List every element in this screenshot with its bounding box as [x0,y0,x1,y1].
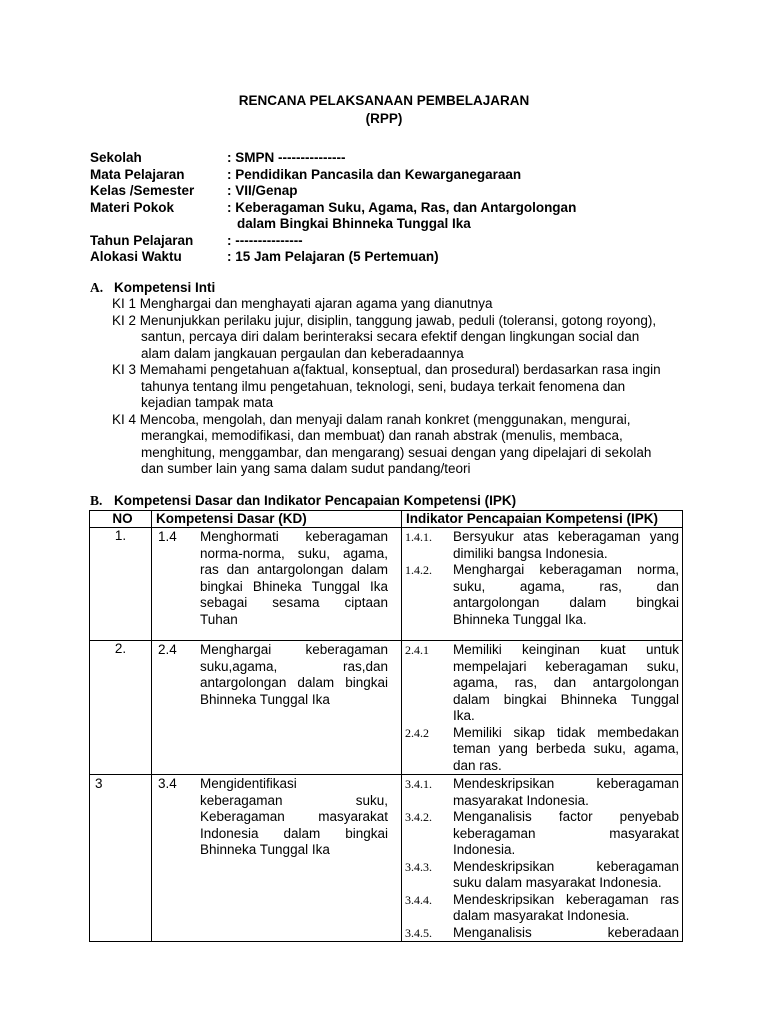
kd-text: Mengidentifikasi keberagaman suku, Keberagaman masyarakat Indonesia dalam bingkai Bhinneka Tunggal Ika [200,776,388,857]
column-header-ipk: Indikator Pencapaian Kompetensi (IPK) [402,511,683,528]
kd-text: Menghargai keberagaman suku,agama, ras,dan antargolongan dalam bingkai Bhinneka Tunggal Ika [200,642,388,707]
indicator-text: Memiliki sikap tidak membedakan teman yang berbeda suku, agama, dan ras. [453,724,679,773]
list-item: KI 3 Memahami pengetahuan a(faktual, konseptual, dan prosedural) berdasarkan rasa ingin tahunya tentang ilmu pengetahuan, teknologi, seni, budaya terkait fenomena dan kejadian tampak mata [112,362,661,410]
indicator-text: Mendeskripsikan keberagaman suku dalam masyarakat Indonesia. [453,858,679,890]
indicator-item [402,859,682,892]
indicator-text: Mendeskripsikan keberagaman ras dalam masyarakat Indonesia. [453,891,679,923]
meta-value: : Keberagaman Suku, Agama, Ras, dan Antargolongan [227,199,577,215]
row-number: 1. [90,528,152,641]
section-letter: A. [90,280,104,295]
indicator-number: 3.4.2. [405,810,432,824]
table-header-row [90,511,683,528]
column-header-no: NO [90,511,152,528]
core-competency-list [112,296,682,478]
table-row [90,641,683,775]
meta-row-class [90,183,707,200]
indicator-number: 3.4.4. [405,892,432,907]
meta-row-school [90,150,707,167]
column-header-kd: Kompetensi Dasar (KD) [152,511,402,528]
indicator-text: Mendeskripsikan keberagaman masyarakat Indonesia. [453,776,679,808]
document-subtitle: (RPP) [365,111,403,126]
meta-row-topic-cont [90,216,707,233]
list-item: KI 1 Menghargai dan menghayati ajaran agama yang dianutnya [112,296,493,311]
section-letter: B. [90,493,103,508]
indicator-number: 2.4.1 [405,643,429,657]
meta-label: Kelas /Semester [90,183,195,198]
meta-row-time [90,249,707,266]
indicator-item [402,562,682,628]
document-title: RENCANA PELAKSANAAN PEMBELAJARAN [238,93,530,108]
kd-number: 2.4 [158,642,177,657]
meta-label: Sekolah [90,150,142,165]
indicator-number: 1.4.1. [405,530,432,544]
indicator-item [402,529,682,562]
competency-table [89,510,683,942]
indicator-item [402,925,682,942]
indicator-item [402,642,682,725]
meta-row-subject [90,167,707,184]
meta-label: Alokasi Waktu [90,249,182,264]
indicator-text: Bersyukur atas keberagaman yang dimiliki bangsa Indonesia. [453,529,679,561]
indicator-number: 3.4.1. [405,777,432,791]
meta-value: : --------------- [227,232,303,248]
indicator-text: Menghargai keberagaman norma, suku, agama, ras, dan antargolongan dalam bingkai Bhinneka Tunggal Ika. [453,562,679,627]
indicator-number: 3.4.3. [405,859,432,874]
meta-value: : SMPN --------------- [227,150,346,165]
indicator-item [402,725,682,775]
row-number: 3 [90,775,152,942]
indicator-number: 2.4.2 [405,725,429,740]
section-title: Kompetensi Inti [114,280,216,295]
list-item: KI 4 Mencoba, mengolah, dan menyaji dalam ranah konkret (menggunakan, mengurai, merangkai, memodifikasi, dan membuat) dan ranah abstrak (menulis, membaca, menghitung, menggambar, dan mengarang) sesuai dengan yang dipelajari di sekolah dan sumber lain yang sama dalam sudut pandang/teori [112,411,652,476]
meta-value-continued: dalam Bingkai Bhinneka Tunggal Ika [237,216,471,231]
indicator-number: 1.4.2. [405,563,432,577]
indicator-item [402,809,682,859]
meta-label: Mata Pelajaran [90,166,185,182]
table-row [90,775,683,942]
meta-value: : VII/Genap [227,183,298,198]
indicator-item [402,892,682,925]
meta-value: : Pendidikan Pancasila dan Kewarganegaraan [227,166,522,182]
meta-row-topic [90,200,707,217]
indicator-text: Menganalisis factor penyebab keberagaman masyarakat Indonesia. [453,809,679,857]
meta-row-year [90,233,707,250]
identity-block [90,150,707,266]
section-title: Kompetensi Dasar dan Indikator Pencapaian Kompetensi (IPK) [114,493,517,508]
section-a-heading [90,280,215,297]
meta-value: : 15 Jam Pelajaran (5 Pertemuan) [227,249,439,264]
meta-label: Tahun Pelajaran [90,232,194,248]
kd-number: 1.4 [158,529,177,544]
indicator-number: 3.4.5. [405,925,432,940]
indicator-item [402,776,682,809]
meta-label: Materi Pokok [90,199,175,215]
indicator-text: Menganalisis keberadaan [453,924,679,940]
row-number: 2. [90,641,152,775]
indicator-text: Memiliki keinginan kuat untuk mempelajari keberagaman suku, agama, ras, dan antargolongan dalam bingkai Bhinneka Tunggal Ika. [453,642,679,723]
kd-number: 3.4 [158,776,177,791]
section-b-heading [90,493,516,510]
list-item: KI 2 Menunjukkan perilaku jujur, disiplin, tanggung jawab, peduli (toleransi, gotong royong), santun, percaya diri dalam berinteraksi secara efektif dengan lingkungan social dan alam dalam jangkauan pergaulan dan keberadaannya [112,312,657,361]
kd-text: Menghormati keberagaman norma-norma, suku, agama, ras dan antargolongan dalam bingkai Bhineka Tunggal Ika sebagai sesama ciptaan Tuhan [200,529,388,627]
table-row [90,528,683,641]
